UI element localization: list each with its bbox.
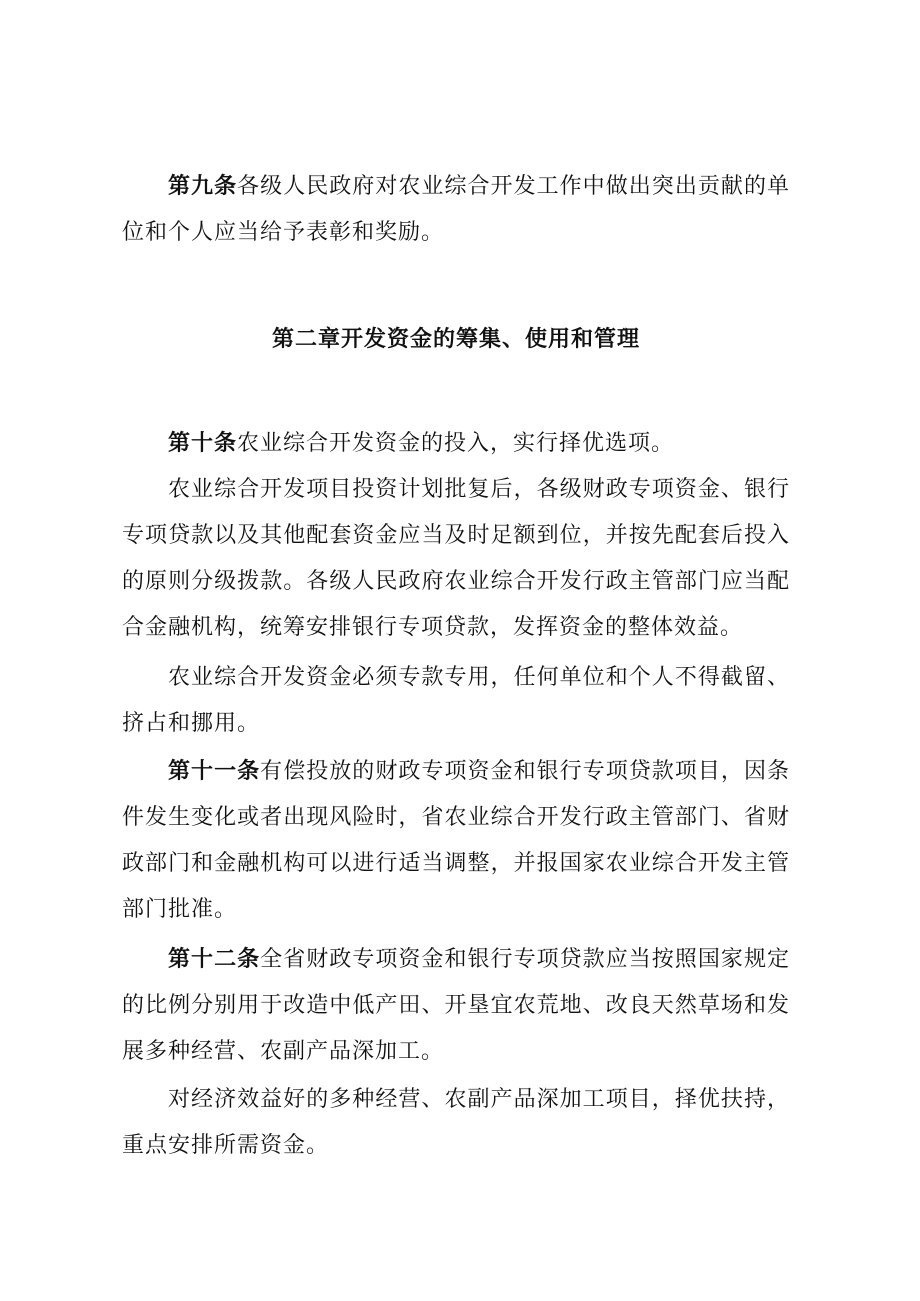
article-10-clause-3 bbox=[122, 655, 790, 747]
article-9-text: 各级人民政府对农业综合开发工作中做出突出贡献的单位和个人应当给予表彰和奖励。 bbox=[122, 174, 790, 245]
article-10-clause-2-text: 农业综合开发项目投资计划批复后，各级财政专项资金、银行专项贷款以及其他配套资金应当及时足额到位，并按先配套后投入的原则分级拨款。各级人民政府农业综合开发行政主管部门应当配合金融机构，统筹安排银行专项贷款，发挥资金的整体效益。 bbox=[122, 477, 790, 640]
article-10-clause-2 bbox=[122, 467, 790, 651]
article-10-clause-3-text: 农业综合开发资金必须专款专用，任何单位和个人不得截留、挤占和挪用。 bbox=[122, 665, 790, 736]
article-12-label: 第十二条 bbox=[168, 946, 261, 972]
article-12-clause-2 bbox=[122, 1077, 790, 1169]
article-10-text: 农业综合开发资金的投入，实行择优选项。 bbox=[237, 431, 675, 456]
article-10-paragraph bbox=[122, 420, 790, 467]
article-12-clause-2-text: 对经济效益好的多种经营、农副产品深加工项目，择优扶持，重点安排所需资金。 bbox=[122, 1087, 790, 1158]
article-12-text: 全省财政专项资金和银行专项贷款应当按照国家规定的比例分别用于改造中低产田、开垦宜农荒地、改良天然草场和发展多种经营、农副产品深加工。 bbox=[122, 947, 790, 1064]
article-12-paragraph bbox=[122, 936, 790, 1075]
article-9-label: 第九条 bbox=[168, 173, 238, 199]
chapter-title: 第二章开发资金的筹集、使用和管理 bbox=[271, 326, 640, 352]
article-9-paragraph bbox=[122, 163, 790, 256]
article-11-label: 第十一条 bbox=[168, 758, 261, 784]
article-11-paragraph bbox=[122, 748, 790, 933]
article-11-text: 有偿投放的财政专项资金和银行专项贷款项目，因条件发生变化或者出现风险时，省农业综合开发行政主管部门、省财政部门和金融机构可以进行适当调整，并报国家农业综合开发主管部门批准。 bbox=[122, 759, 790, 922]
article-10-label: 第十条 bbox=[168, 430, 238, 456]
